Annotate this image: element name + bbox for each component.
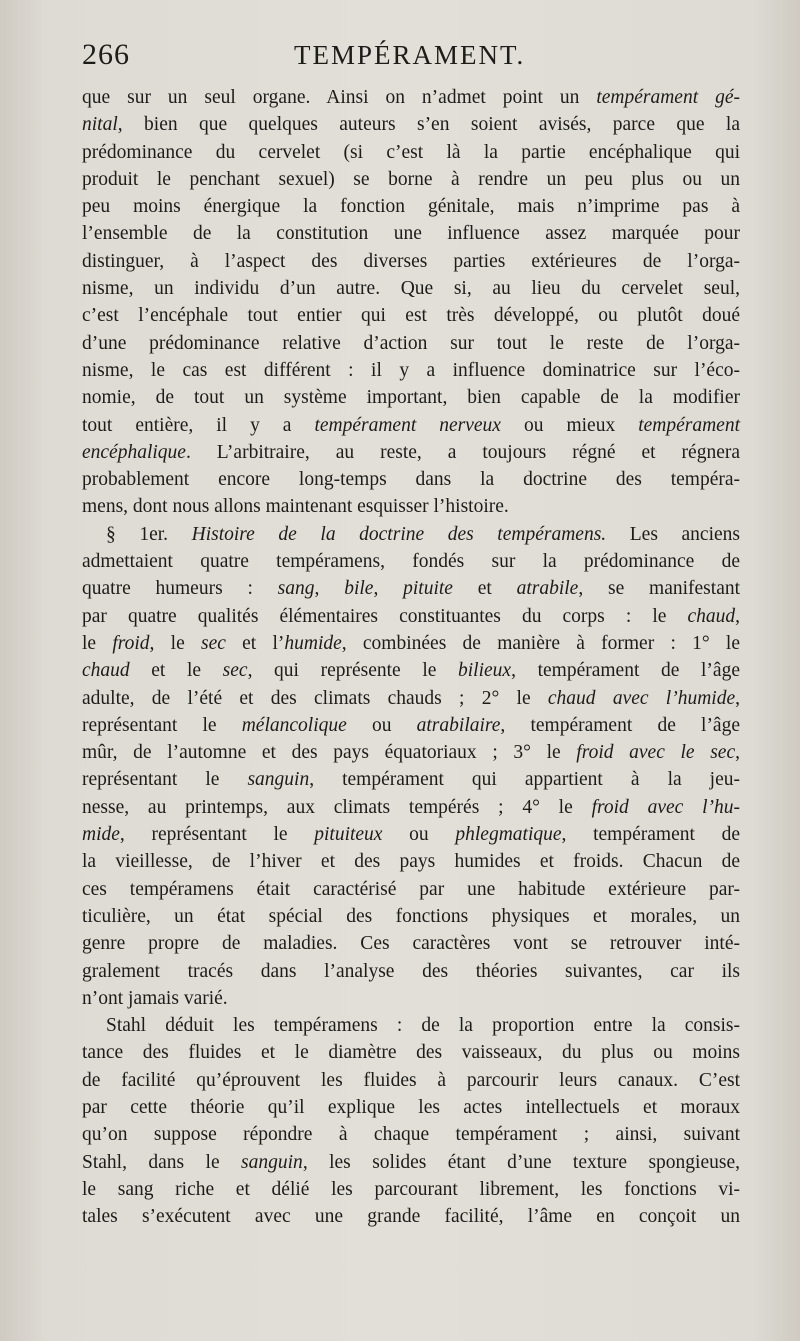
- text-segment: distinguer, à l’aspect des diverses parties extérieures de l’orga-: [82, 250, 740, 272]
- text-segment: , représentant le: [119, 824, 315, 846]
- text-line: [82, 603, 740, 630]
- text-line: [82, 1203, 740, 1230]
- text-segment: que sur un seul organe. Ainsi on n’admet point un: [82, 87, 597, 108]
- text-segment: peu moins énergique la fonction génitale, mais n’imprime pas à: [82, 196, 740, 218]
- text-line: [82, 439, 740, 466]
- text-line: [82, 821, 740, 848]
- text-segment: genre propre de maladies. Ces caractères vont se retrouver inté-: [82, 933, 740, 955]
- text-segment: qu’on suppose répondre à chaque tempérament ; ainsi, suivant: [82, 1124, 740, 1146]
- text-segment: produit le penchant sexuel) se borne à rendre un peu plus ou un: [82, 168, 740, 190]
- italic-term: nital: [82, 114, 118, 136]
- text-segment: admettaient quatre tempéramens, fondés sur la prédominance de: [82, 551, 740, 573]
- text-line: [82, 412, 740, 439]
- italic-term: sanguin: [247, 769, 310, 791]
- text-segment: ou: [382, 824, 456, 846]
- italic-term: froid: [112, 632, 150, 654]
- text-line: [82, 1121, 740, 1148]
- text-line: [82, 712, 740, 739]
- italic-term: mide: [82, 824, 120, 846]
- text-line: [82, 302, 740, 329]
- text-line: [82, 84, 740, 111]
- text-line: [82, 1012, 740, 1039]
- text-line: [82, 1039, 740, 1066]
- text-segment: le: [82, 632, 113, 654]
- text-line: [82, 548, 740, 575]
- text-line: [82, 876, 740, 903]
- italic-term: phlegmatique: [455, 824, 562, 846]
- text-segment: ,: [735, 687, 741, 709]
- text-segment: par quatre qualités élémentaires constituantes du corps : le: [82, 605, 688, 627]
- text-segment: , les solides étant d’une texture spongieuse,: [302, 1151, 741, 1173]
- text-line: [82, 848, 740, 875]
- text-segment: et l’: [225, 632, 285, 654]
- italic-term: encéphalique: [82, 441, 186, 463]
- text-segment: , bien que quelques auteurs s’en soient avisés, parce que la: [117, 114, 740, 136]
- italic-term: bile: [344, 578, 374, 600]
- text-segment: mens, dont nous allons maintenant esquisser l’histoire.: [82, 496, 509, 518]
- text-segment: par cette théorie qu’il explique les actes intellectuels et moraux: [82, 1096, 740, 1118]
- text-line: [82, 1067, 740, 1094]
- running-head: TEMPÉRAMENT.: [294, 40, 526, 70]
- italic-term: tempérament gé-: [596, 87, 740, 108]
- text-line: [82, 575, 740, 602]
- text-segment: nisme, un individu d’un autre. Que si, au lieu du cervelet seul,: [82, 278, 740, 300]
- text-line: [82, 930, 740, 957]
- text-segment: nomie, de tout un système important, bien capable de la modifier: [82, 387, 740, 409]
- text-segment: Stahl déduit les tempéramens : de la proportion entre la consis-: [106, 1015, 740, 1037]
- text-line: [82, 220, 740, 247]
- text-line: [82, 357, 740, 384]
- text-segment: , tempérament de l’âge: [511, 660, 740, 682]
- text-segment: . L’arbitraire, au reste, a toujours régné et régnera: [185, 441, 740, 463]
- text-segment: n’ont jamais varié.: [82, 987, 228, 1009]
- text-segment: gralement tracés dans l’analyse des théories suivantes, car ils: [82, 960, 740, 982]
- text-segment: § 1er.: [106, 523, 192, 545]
- text-line: [82, 739, 740, 766]
- text-segment: ,: [314, 578, 345, 600]
- text-segment: ces tempéramens était caractérisé par une habitude extérieure par-: [82, 878, 740, 900]
- text-segment: prédominance du cervelet (si c’est là la partie encéphalique qui: [82, 141, 740, 163]
- italic-term: tempérament: [638, 414, 740, 436]
- text-segment: la vieillesse, de l’hiver et des pays humides et froids. Chacun de: [82, 851, 740, 873]
- italic-term: chaud: [687, 605, 736, 627]
- text-segment: , tempérament de: [561, 824, 740, 846]
- italic-term: humide: [284, 632, 342, 654]
- italic-term: atrabile: [516, 578, 579, 600]
- text-line: [82, 657, 740, 684]
- text-line: [82, 521, 740, 548]
- italic-term: atrabilaire: [416, 714, 501, 736]
- italic-term: froid avec l’hu-: [591, 796, 740, 818]
- text-segment: c’est l’encéphale tout entier qui est très développé, ou plutôt doué: [82, 305, 740, 327]
- text-line: [82, 685, 740, 712]
- text-segment: tance des fluides et le diamètre des vaisseaux, du plus ou moins: [82, 1042, 740, 1064]
- page-number: 266: [82, 38, 130, 71]
- italic-term: sec: [200, 632, 226, 654]
- italic-term: pituiteux: [314, 824, 383, 846]
- text-segment: d’une prédominance relative d’action sur tout le reste de l’orga-: [82, 332, 740, 354]
- text-segment: de facilité qu’éprouvent les fluides à parcourir leurs canaux. C’est: [82, 1069, 740, 1091]
- italic-term: chaud avec l’humide: [547, 687, 736, 709]
- text-line: [82, 1149, 740, 1176]
- text-line: [82, 139, 740, 166]
- text-segment: Stahl, dans le: [82, 1151, 242, 1173]
- text-segment: représentant le: [82, 714, 242, 736]
- italic-term: froid avec le sec: [576, 742, 736, 764]
- text-segment: tout entière, il y a: [82, 414, 315, 436]
- text-segment: adulte, de l’été et des climats chauds ; 2° le: [82, 687, 548, 709]
- text-segment: l’ensemble de la constitution une influence assez marquée pour: [82, 223, 740, 245]
- text-line: [82, 111, 740, 138]
- text-line: [82, 248, 740, 275]
- text-line: [82, 193, 740, 220]
- text-line: [82, 466, 740, 493]
- text-segment: probablement encore long-temps dans la doctrine des tempéra-: [82, 469, 740, 491]
- body-text: [82, 84, 740, 1230]
- italic-term: sang: [277, 578, 315, 600]
- text-segment: ,: [735, 605, 740, 627]
- text-segment: et: [452, 578, 517, 600]
- italic-term: mélancolique: [241, 714, 347, 736]
- italic-term: bilieux: [458, 660, 512, 682]
- text-segment: ,: [735, 742, 740, 764]
- italic-term: Histoire de la doctrine des tempéramens.: [191, 523, 607, 545]
- text-line: [82, 384, 740, 411]
- text-line: [82, 794, 740, 821]
- italic-term: sec: [222, 660, 248, 682]
- text-line: [82, 958, 740, 985]
- text-segment: mûr, de l’automne et des pays équatoriaux ; 3° le: [82, 742, 577, 764]
- italic-term: pituite: [403, 578, 453, 600]
- text-line: [82, 985, 740, 1012]
- text-line: [82, 766, 740, 793]
- text-segment: Les anciens: [606, 523, 740, 545]
- italic-term: chaud: [82, 660, 130, 682]
- text-segment: , tempérament qui appartient à la jeu-: [309, 769, 740, 791]
- text-segment: tales s’exécutent avec une grande facilité, l’âme en conçoit un: [82, 1206, 740, 1228]
- text-segment: , combinées de manière à former : 1° le: [341, 632, 740, 654]
- text-line: [82, 330, 740, 357]
- text-line: [82, 493, 740, 520]
- text-segment: représentant le: [82, 769, 248, 791]
- text-segment: le sang riche et délié les parcourant librement, les fonctions vi-: [82, 1178, 740, 1200]
- text-segment: , le: [149, 632, 201, 654]
- text-line: [82, 903, 740, 930]
- text-line: [82, 166, 740, 193]
- text-line: [82, 630, 740, 657]
- text-segment: nesse, au printemps, aux climats tempérés ; 4° le: [82, 796, 592, 818]
- text-segment: , tempérament de l’âge: [500, 714, 740, 736]
- text-segment: ou mieux: [500, 414, 639, 436]
- text-line: [82, 1094, 740, 1121]
- page-header: [82, 38, 742, 82]
- text-segment: ,: [373, 578, 404, 600]
- text-line: [82, 1176, 740, 1203]
- text-segment: , se manifestant: [578, 578, 741, 600]
- text-segment: ou: [346, 714, 417, 736]
- text-segment: nisme, le cas est différent : il y a influence dominatrice sur l’éco-: [82, 359, 740, 381]
- text-segment: , qui représente le: [247, 660, 459, 682]
- text-segment: et le: [129, 660, 223, 682]
- italic-term: tempérament nerveux: [314, 414, 501, 436]
- italic-term: sanguin: [241, 1151, 303, 1173]
- text-segment: quatre humeurs :: [82, 578, 278, 600]
- text-segment: ticulière, un état spécial des fonctions physiques et morales, un: [82, 905, 740, 927]
- text-line: [82, 275, 740, 302]
